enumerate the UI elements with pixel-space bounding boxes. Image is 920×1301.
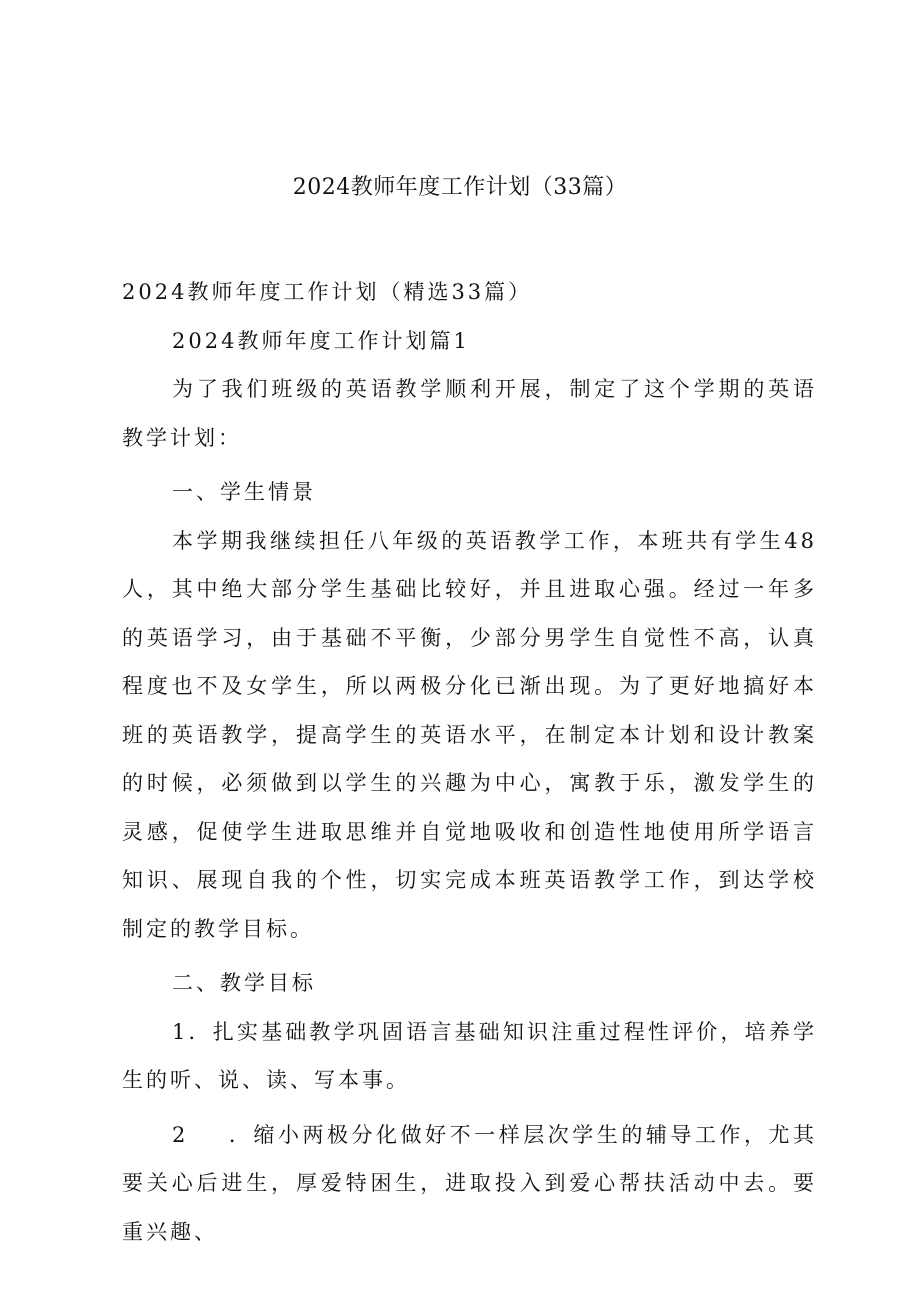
heading-teaching-goals: 二、教学目标 xyxy=(172,971,316,995)
document-subtitle: 2024教师年度工作计划（精选33篇） xyxy=(122,280,533,304)
goal-item-2-number: 2 xyxy=(172,1122,189,1147)
heading-student-situation: 一、学生情景 xyxy=(172,480,316,504)
goal-item-2 xyxy=(122,1111,817,1257)
goal-item-1: 1．扎实基础教学巩固语言基础知识注重过程性评价，培养学生的听、说、读、写本事。 xyxy=(122,1019,817,1092)
document-title: 2024教师年度工作计划（33篇） xyxy=(292,175,628,200)
document-body xyxy=(122,268,817,1256)
paragraph-student-situation: 本学期我继续担任八年级的英语教学工作，本班共有学生48人，其中绝大部分学生基础比较好，并且进取心强。经过一年多的英语学习，由于基础不平衡，少部分男学生自觉性不高，认真程度也不及女学生，所以两极分化已渐出现。为了更好地搞好本班的英语教学，提高学生的英语水平，在制定本计划和设计教案的时候，必须做到以学生的兴趣为中心，寓教于乐，激发学生的灵感，促使学生进取思维并自觉地吸收和创造性地使用所学语言知识、展现自我的个性，切实完成本班英语教学工作，到达学校制定的教学目标。 xyxy=(122,528,817,941)
section-heading: 2024教师年度工作计划篇1 xyxy=(172,328,470,353)
goal-item-2-text: ．缩小两极分化做好不一样层次学生的辅导工作，尤其要关心后进生，厚爱特困生，进取投入到爱心帮扶活动中去。要重兴趣、 xyxy=(122,1122,817,1244)
intro-paragraph: 为了我们班级的英语教学顺利开展，制定了这个学期的英语教学计划： xyxy=(122,377,817,450)
